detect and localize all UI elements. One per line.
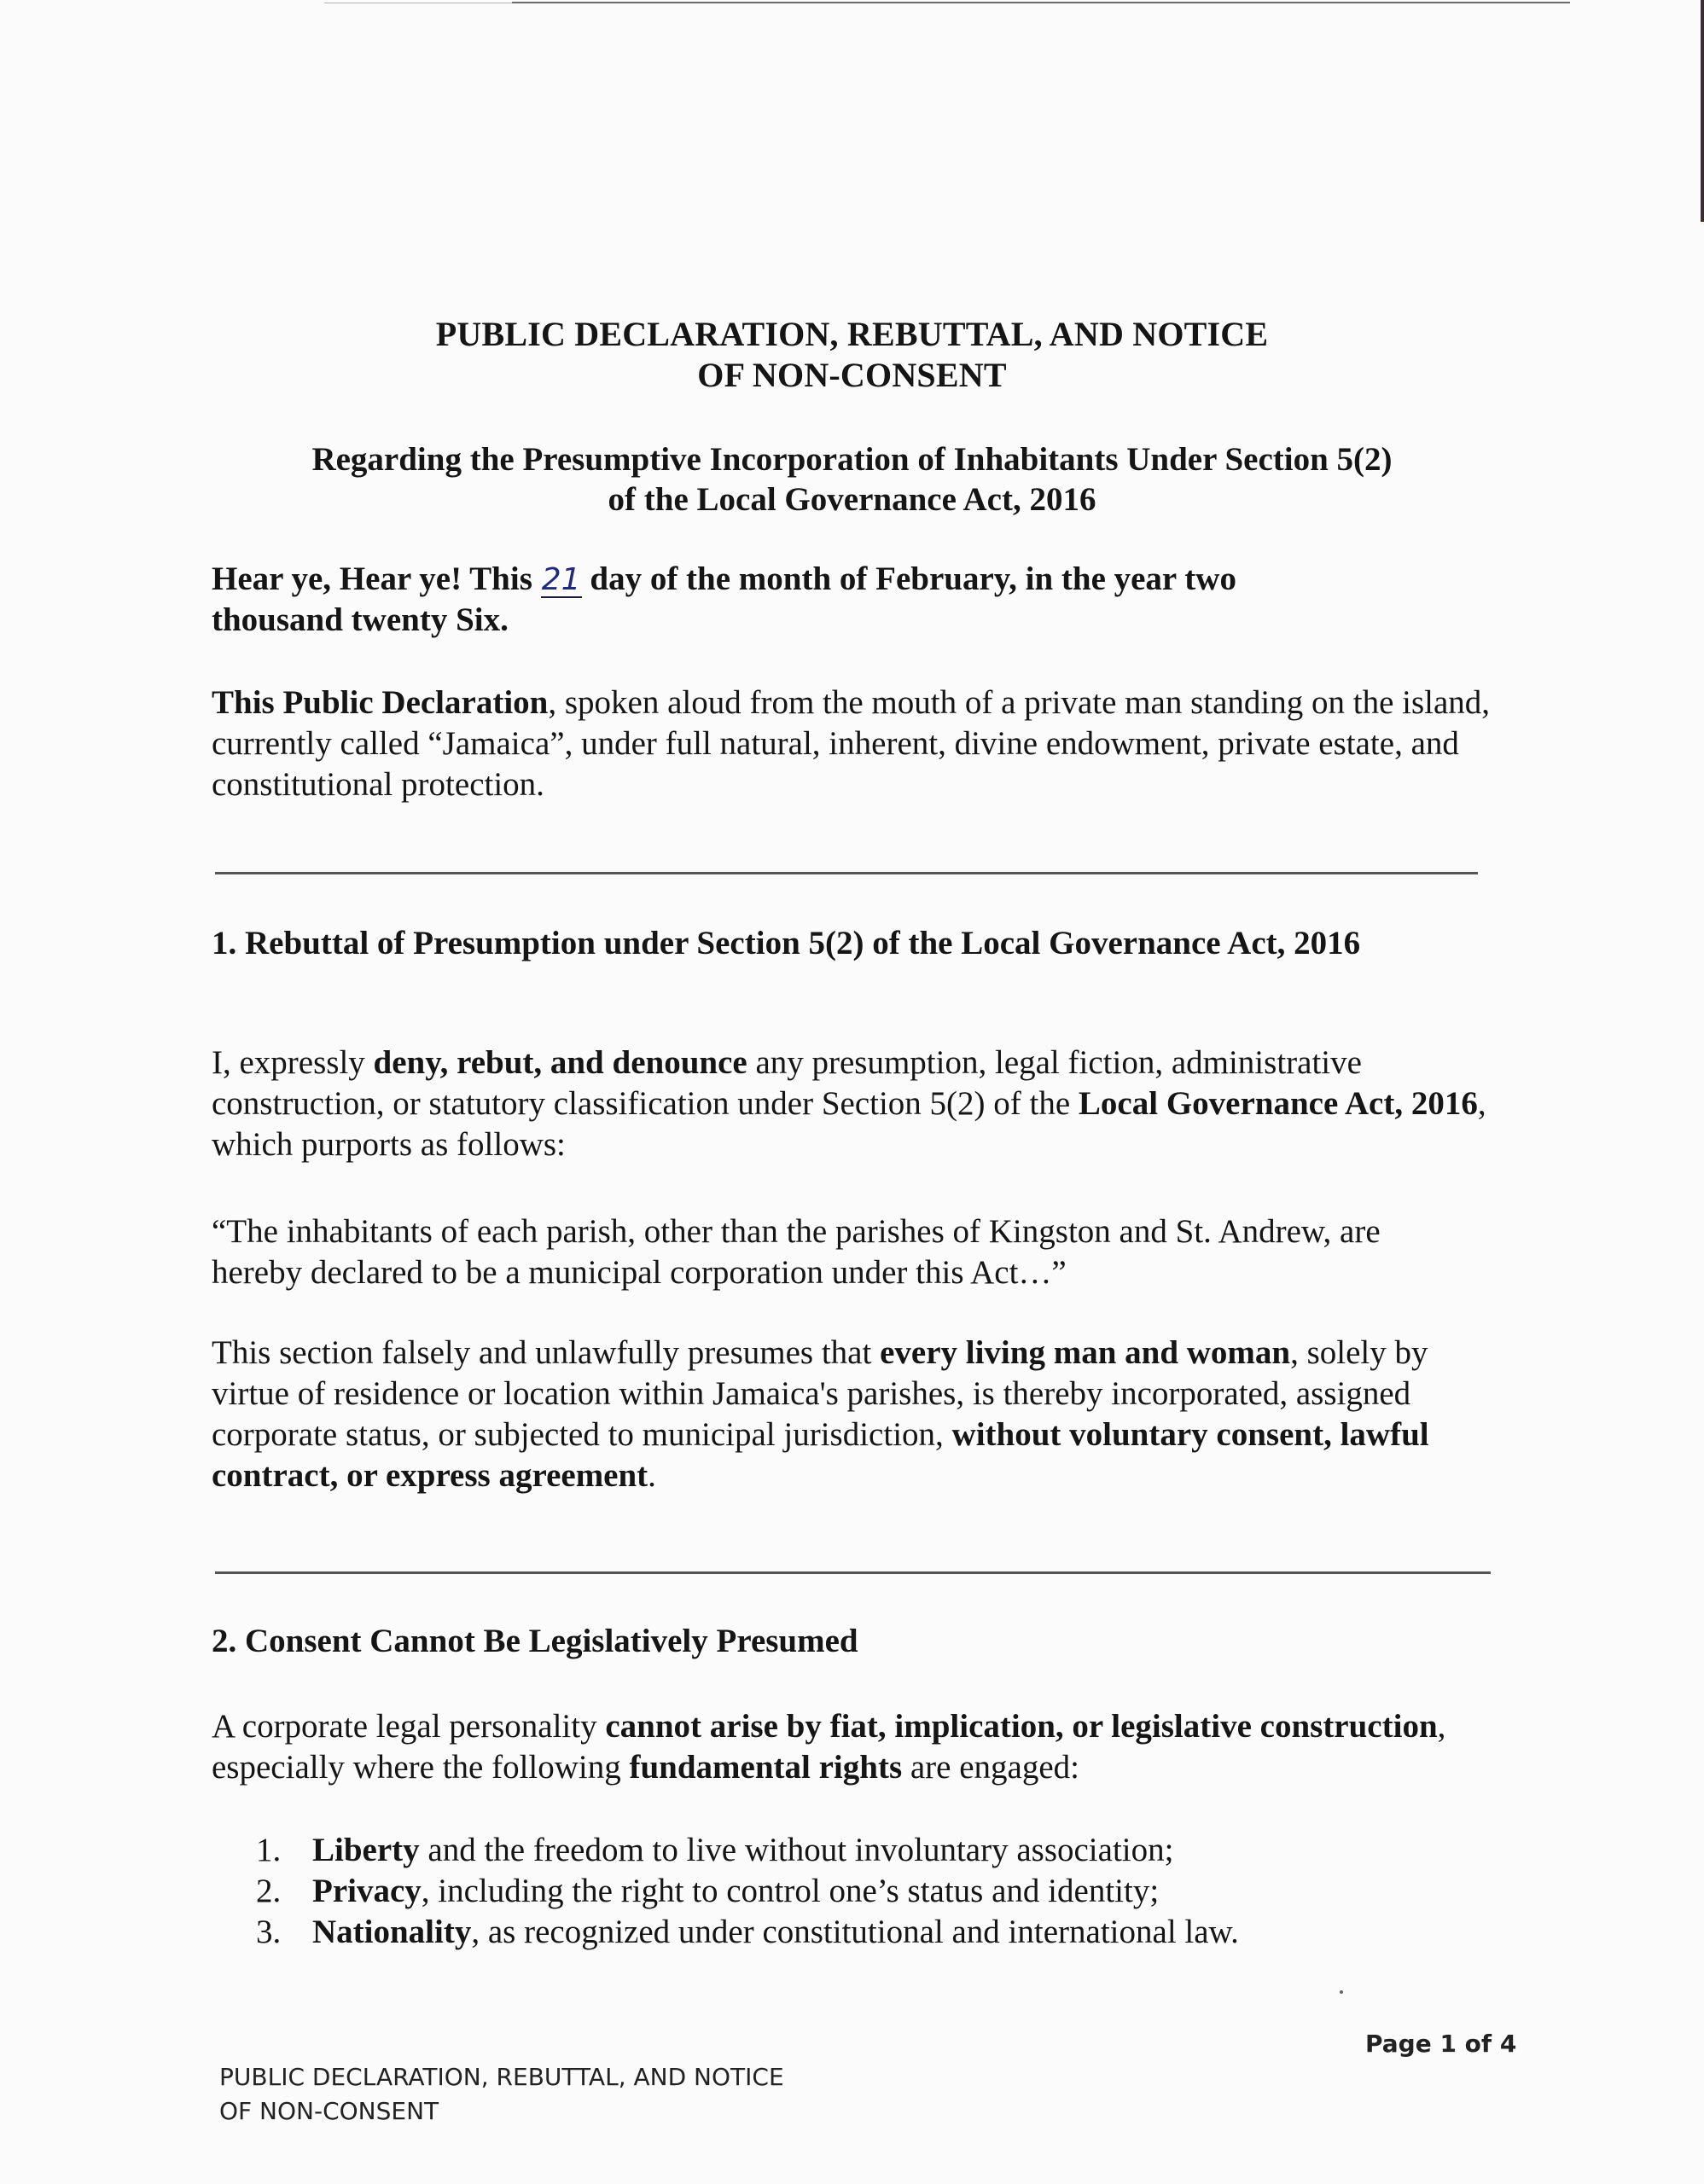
list-number: 3.	[256, 1914, 282, 1950]
bold-span: fundamental rights	[629, 1749, 903, 1786]
subtitle-line-2: of the Local Governance Act, 2016	[608, 481, 1096, 518]
bold-span: every living man and woman	[880, 1334, 1291, 1371]
document-title	[0, 314, 1704, 396]
text-span: are engaged:	[902, 1749, 1079, 1786]
list-item	[256, 1912, 1502, 1953]
list-item	[256, 1830, 1502, 1871]
title-line-1: PUBLIC DECLARATION, REBUTTAL, AND NOTICE	[435, 315, 1269, 353]
section-divider-1	[215, 872, 1478, 874]
title-line-2: OF NON-CONSENT	[697, 356, 1007, 394]
proclamation	[212, 559, 1509, 641]
handwritten-day-field: 21	[541, 562, 581, 597]
text-span: , solely by virtue of residence or location within Jamaica's parishes, is thereby incorporated, assigned corporate status, or subjected to municipal jurisdiction,	[212, 1334, 1428, 1453]
bold-span: cannot arise by fiat, implication, or legislative construction	[605, 1708, 1438, 1745]
text-span: any presumption, legal fiction, administrative construction, or statutory classification under Section 5(2) of the	[212, 1044, 1362, 1122]
intro-bold-lead: This Public Declaration	[212, 684, 549, 721]
list-number: 2.	[256, 1873, 282, 1909]
text-span: , as recognized under constitutional and international law.	[471, 1914, 1239, 1950]
text-span: .	[648, 1457, 656, 1494]
text-span: I, expressly	[212, 1044, 374, 1081]
page-number: Page 1 of 4	[1365, 2030, 1517, 2058]
text-span: , which purports as follows:	[212, 1085, 1486, 1163]
fundamental-rights-list	[256, 1830, 1502, 1953]
text-span: This section falsely and unlawfully presumes that	[212, 1334, 881, 1371]
section-1-paragraph-2	[212, 1333, 1509, 1496]
proclamation-line-2: thousand twenty Six.	[212, 601, 509, 638]
bold-span: Nationality	[312, 1914, 472, 1950]
statute-quote: “The inhabitants of each parish, other than the parishes of Kingston and St. Andrew, are hereby declared to be a municipal corporation under this Act…”	[212, 1213, 1381, 1291]
section-2-heading: 2. Consent Cannot Be Legislatively Presumed	[212, 1623, 858, 1659]
section-2-paragraph	[212, 1706, 1509, 1788]
bold-span: Liberty	[312, 1832, 420, 1868]
bold-span: deny, rebut, and denounce	[373, 1044, 747, 1081]
scan-speck	[1340, 1990, 1343, 1994]
footer-title	[219, 2060, 784, 2129]
section-1-paragraph-1	[212, 1043, 1509, 1165]
bold-span: Local Governance Act, 2016	[1078, 1085, 1478, 1122]
bold-span: Privacy	[312, 1873, 422, 1909]
list-item	[256, 1871, 1502, 1912]
text-span: A corporate legal personality	[212, 1708, 606, 1745]
subtitle-line-1: Regarding the Presumptive Incorporation of Inhabitants Under Section 5(2)	[311, 441, 1393, 478]
text-span: , including the right to control one’s status and identity;	[421, 1873, 1160, 1909]
section-1-heading: 1. Rebuttal of Presumption under Section 5(2) of the Local Governance Act, 2016	[212, 925, 1361, 961]
text-span: , especially where the following	[212, 1708, 1446, 1786]
footer-line-1: PUBLIC DECLARATION, REBUTTAL, AND NOTICE	[219, 2063, 784, 2091]
text-span: and the freedom to live without involuntary association;	[419, 1832, 1174, 1868]
proclamation-prefix: Hear ye, Hear ye! This	[212, 561, 532, 597]
section-divider-2	[215, 1571, 1491, 1574]
document-subtitle	[0, 439, 1704, 520]
intro-paragraph	[212, 682, 1509, 805]
intro-text: , spoken aloud from the mouth of a private man standing on the island, currently called “Jamaica”, under full natural, inherent, divine endowment, private estate, and constitutional protection.	[212, 684, 1491, 803]
bold-span: without voluntary consent, lawful contract, or express agreement	[212, 1416, 1429, 1494]
list-number: 1.	[256, 1832, 282, 1868]
proclamation-suffix: day of the month of February, in the year two	[590, 561, 1236, 597]
footer-line-2: OF NON-CONSENT	[219, 2097, 439, 2125]
